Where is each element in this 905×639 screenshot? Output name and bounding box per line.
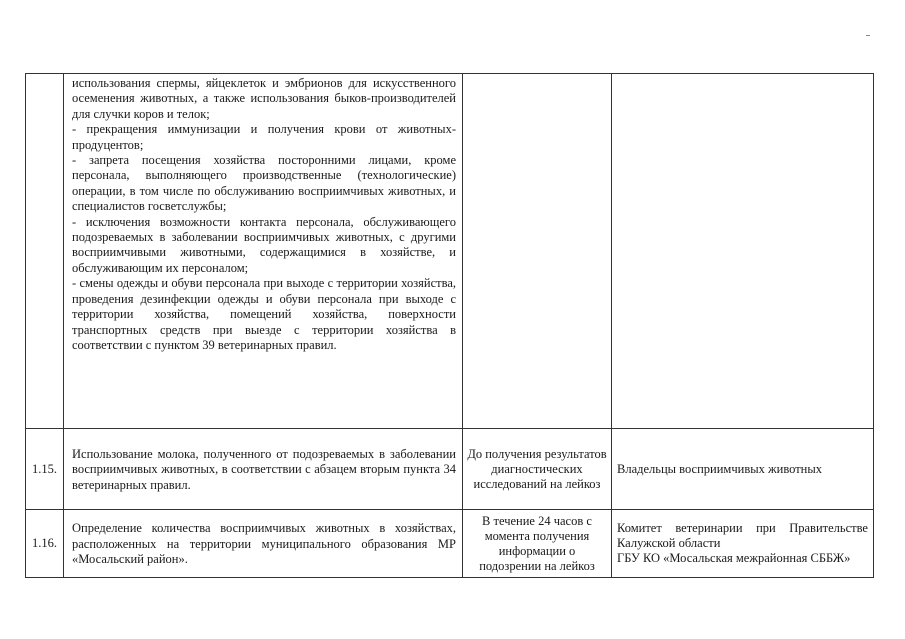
measure-paragraph: - прекращения иммунизации и получения крови от животных-продуцентов; (72, 122, 456, 152)
row-number (26, 74, 64, 429)
measure-paragraph: - смены одежды и обуви персонала при выходе с территории хозяйства, проведения дезинфекции одежды и обуви персонала при выходе с территории хозяйства, помещений хозяйства, поверхности транспортных средств при выезде с территории хозяйства в соответствии с пунктом 39 ветеринарных правил. (72, 276, 456, 352)
table-row (26, 74, 874, 429)
table-row (26, 429, 874, 510)
table-row (26, 510, 874, 578)
scan-mark (866, 35, 870, 36)
responsible-cell (612, 74, 874, 429)
measure-text: Использование молока, полученного от подозреваемых в заболевании восприимчивых животных, в соответствии с абзацем вторым пункта 34 ветеринарных правил. (72, 446, 456, 492)
row-number: 1.16. (26, 510, 64, 578)
measure-text: Определение количества восприимчивых животных в хозяйствах, расположенных на территории муниципального образования МР «Мосальский район». (72, 521, 456, 567)
term-cell: В течение 24 часов с момента получения информации о подозрении на лейкоз (463, 510, 612, 578)
measure-cell (64, 510, 463, 578)
measure-paragraph: использования спермы, яйцеклеток и эмбрионов для искусственного осеменения животных, а также использования быков-производителей для случки коров и телок; (72, 76, 456, 121)
measure-cell (64, 74, 463, 429)
responsible-line: Комитет ветеринарии при Правительстве Калужской области (617, 521, 868, 550)
row-number: 1.15. (26, 429, 64, 510)
term-cell: До получения результатов диагностических исследований на лейкоз (463, 429, 612, 510)
term-cell (463, 74, 612, 429)
responsible-cell: Владельцы восприимчивых животных (612, 429, 874, 510)
responsible-line: ГБУ КО «Мосальская межрайонная СББЖ» (617, 551, 851, 565)
measure-paragraph: - запрета посещения хозяйства посторонними лицами, кроме персонала, выполняющего производственные (технологические) операции, в том числе по обслуживанию восприимчивых животных, и специалистов госветслужбы; (72, 153, 456, 214)
measure-paragraph: - исключения возможности контакта персонала, обслуживающего подозреваемых в заболевании восприимчивых животных, с другими восприимчивыми животными, содержащимися в хозяйстве, и обслуживающим их персоналом; (72, 214, 456, 275)
measure-cell (64, 429, 463, 510)
responsible-cell (612, 510, 874, 578)
measures-table (25, 73, 874, 578)
